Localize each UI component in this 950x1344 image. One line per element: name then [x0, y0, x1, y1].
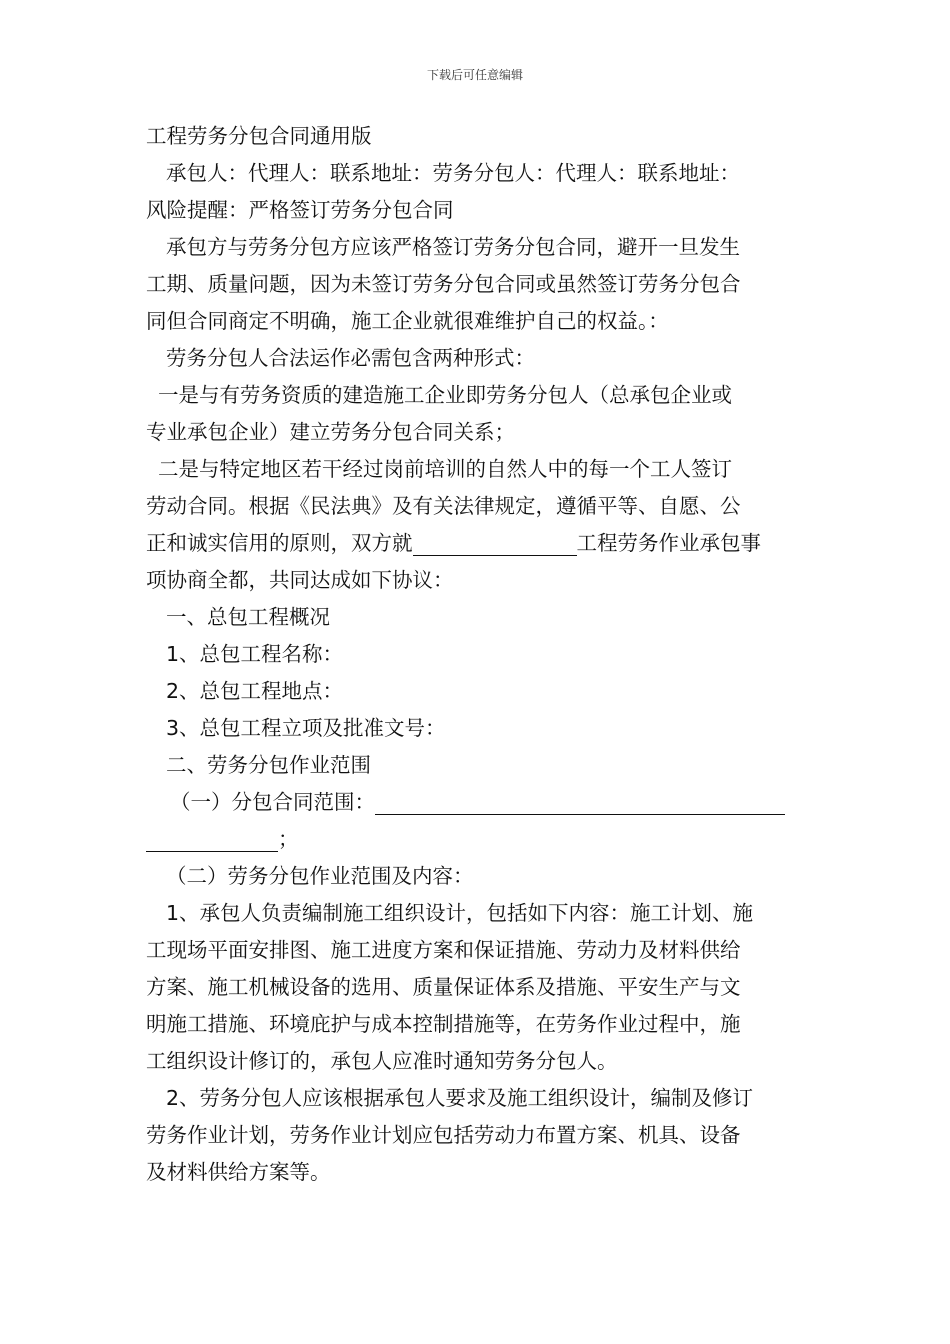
text-segment: ； [278, 827, 299, 851]
document-title: 工程劳务分包合同通用版 [146, 124, 372, 148]
list-item: 1、总包工程名称： [166, 642, 344, 666]
list-item: 3、总包工程立项及批准文号： [166, 716, 446, 740]
paragraph-line-with-blank [146, 821, 811, 858]
paragraph-line: 劳务作业计划，劳务作业计划应包括劳动力布置方案、机具、设备 [146, 1123, 741, 1147]
paragraph-line: 二是与特定地区若干经过岗前培训的自然人中的每一个工人签订 [158, 457, 732, 481]
paragraph-line-with-blank [146, 525, 811, 562]
section-heading: 一、总包工程概况 [166, 605, 330, 629]
list-item: 2、总包工程地点： [166, 679, 344, 703]
paragraph-line: 2、劳务分包人应该根据承包人要求及施工组织设计，编制及修订 [166, 1086, 754, 1110]
text-segment: （一）分包合同范围： [170, 790, 375, 814]
paragraph-line: 工期、质量问题，因为未签订劳务分包合同或虽然签订劳务分包合 [146, 272, 741, 296]
paragraph-line: 项协商全都，共同达成如下协议： [146, 568, 454, 592]
paragraph-line: 劳动合同。根据《民法典》及有关法律规定，遵循平等、自愿、公 [146, 494, 741, 518]
fill-in-blank [413, 533, 577, 556]
paragraph-line: 1、承包人负责编制施工组织设计，包括如下内容：施工计划、施 [166, 901, 754, 925]
paragraph-line: 专业承包企业）建立劳务分包合同关系； [146, 420, 515, 444]
paragraph-line: 工组织设计修订的，承包人应准时通知劳务分包人。 [146, 1049, 618, 1073]
paragraph-line: 一是与有劳务资质的建造施工企业即劳务分包人（总承包企业或 [158, 383, 732, 407]
paragraph-line: 承包方与劳务分包方应该严格签订劳务分包合同，避开一旦发生 [166, 235, 740, 259]
document-body [146, 118, 811, 1191]
fill-in-blank [146, 829, 278, 852]
paragraph-line: 方案、施工机械设备的选用、质量保证体系及措施、平安生产与文 [146, 975, 741, 999]
paragraph-line: 及材料供给方案等。 [146, 1160, 331, 1184]
paragraph-line: 工现场平面安排图、施工进度方案和保证措施、劳动力及材料供给 [146, 938, 741, 962]
paragraph-line-with-blank [146, 784, 811, 821]
paragraph-line: 同但合同商定不明确，施工企业就很难维护自己的权益。： [146, 309, 669, 333]
section-heading: （二）劳务分包作业范围及内容： [166, 864, 474, 888]
paragraph-line: 劳务分包人合法运作必需包含两种形式： [166, 346, 535, 370]
section-heading: 二、劳务分包作业范围 [166, 753, 371, 777]
text-segment: 正和诚实信用的原则，双方就 [146, 531, 413, 555]
paragraph-line: 承包人：代理人：联系地址：劳务分包人：代理人：联系地址： [166, 161, 740, 185]
text-segment: 工程劳务作业承包事 [576, 531, 761, 555]
page-header-note: 下载后可任意编辑 [426, 68, 523, 82]
fill-in-blank [375, 792, 785, 815]
paragraph-line: 明施工措施、环境庇护与成本控制措施等，在劳务作业过程中，施 [146, 1012, 741, 1036]
paragraph-line: 风险提醒：严格签订劳务分包合同 [146, 198, 454, 222]
